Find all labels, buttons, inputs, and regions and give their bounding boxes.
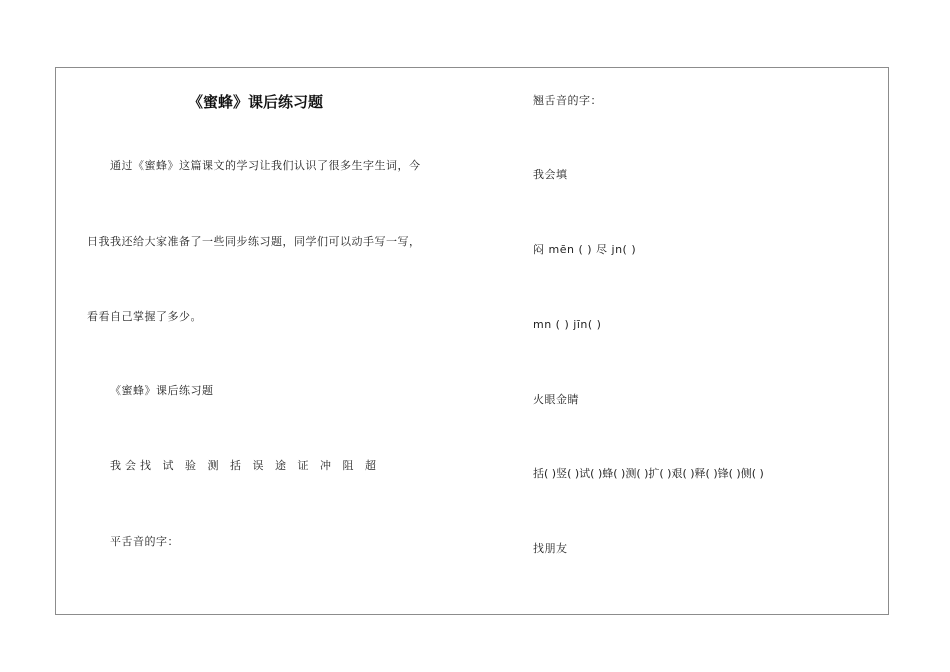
pinyin-line-1: 闷 mēn ( ) 尽 jn( ) (533, 243, 637, 256)
find-words-line: 我会找 试 验 测 括 误 途 证 冲 阻 超 (110, 459, 380, 472)
retroflex-label: 翘舌音的字： (533, 94, 602, 107)
intro-line-1: 通过《蜜蜂》这篇课文的学习让我们认识了很多生字生词，今 (110, 159, 421, 172)
intro-line-3: 看看自己掌握了多少。 (87, 310, 202, 323)
flat-tongue-label: 平舌音的字： (110, 535, 179, 548)
exercise-subtitle: 《蜜蜂》课后练习题 (110, 384, 214, 397)
idiom-line: 火眼金睛 (533, 393, 579, 406)
pinyin-line-2: mn ( ) jīn( ) (533, 318, 602, 331)
document-page-frame (55, 67, 889, 615)
find-friends-label: 找朋友 (533, 542, 568, 555)
radicals-line: 括( )竖( )试( )蜂( )测( )扩( )艰( )释( )锋( )侧( ) (533, 467, 764, 480)
document-title: 《蜜蜂》课后练习题 (188, 93, 324, 111)
fill-in-label: 我会填 (533, 168, 568, 181)
intro-line-2: 日我我还给大家准备了一些同步练习题，同学们可以动手写一写， (87, 235, 421, 248)
